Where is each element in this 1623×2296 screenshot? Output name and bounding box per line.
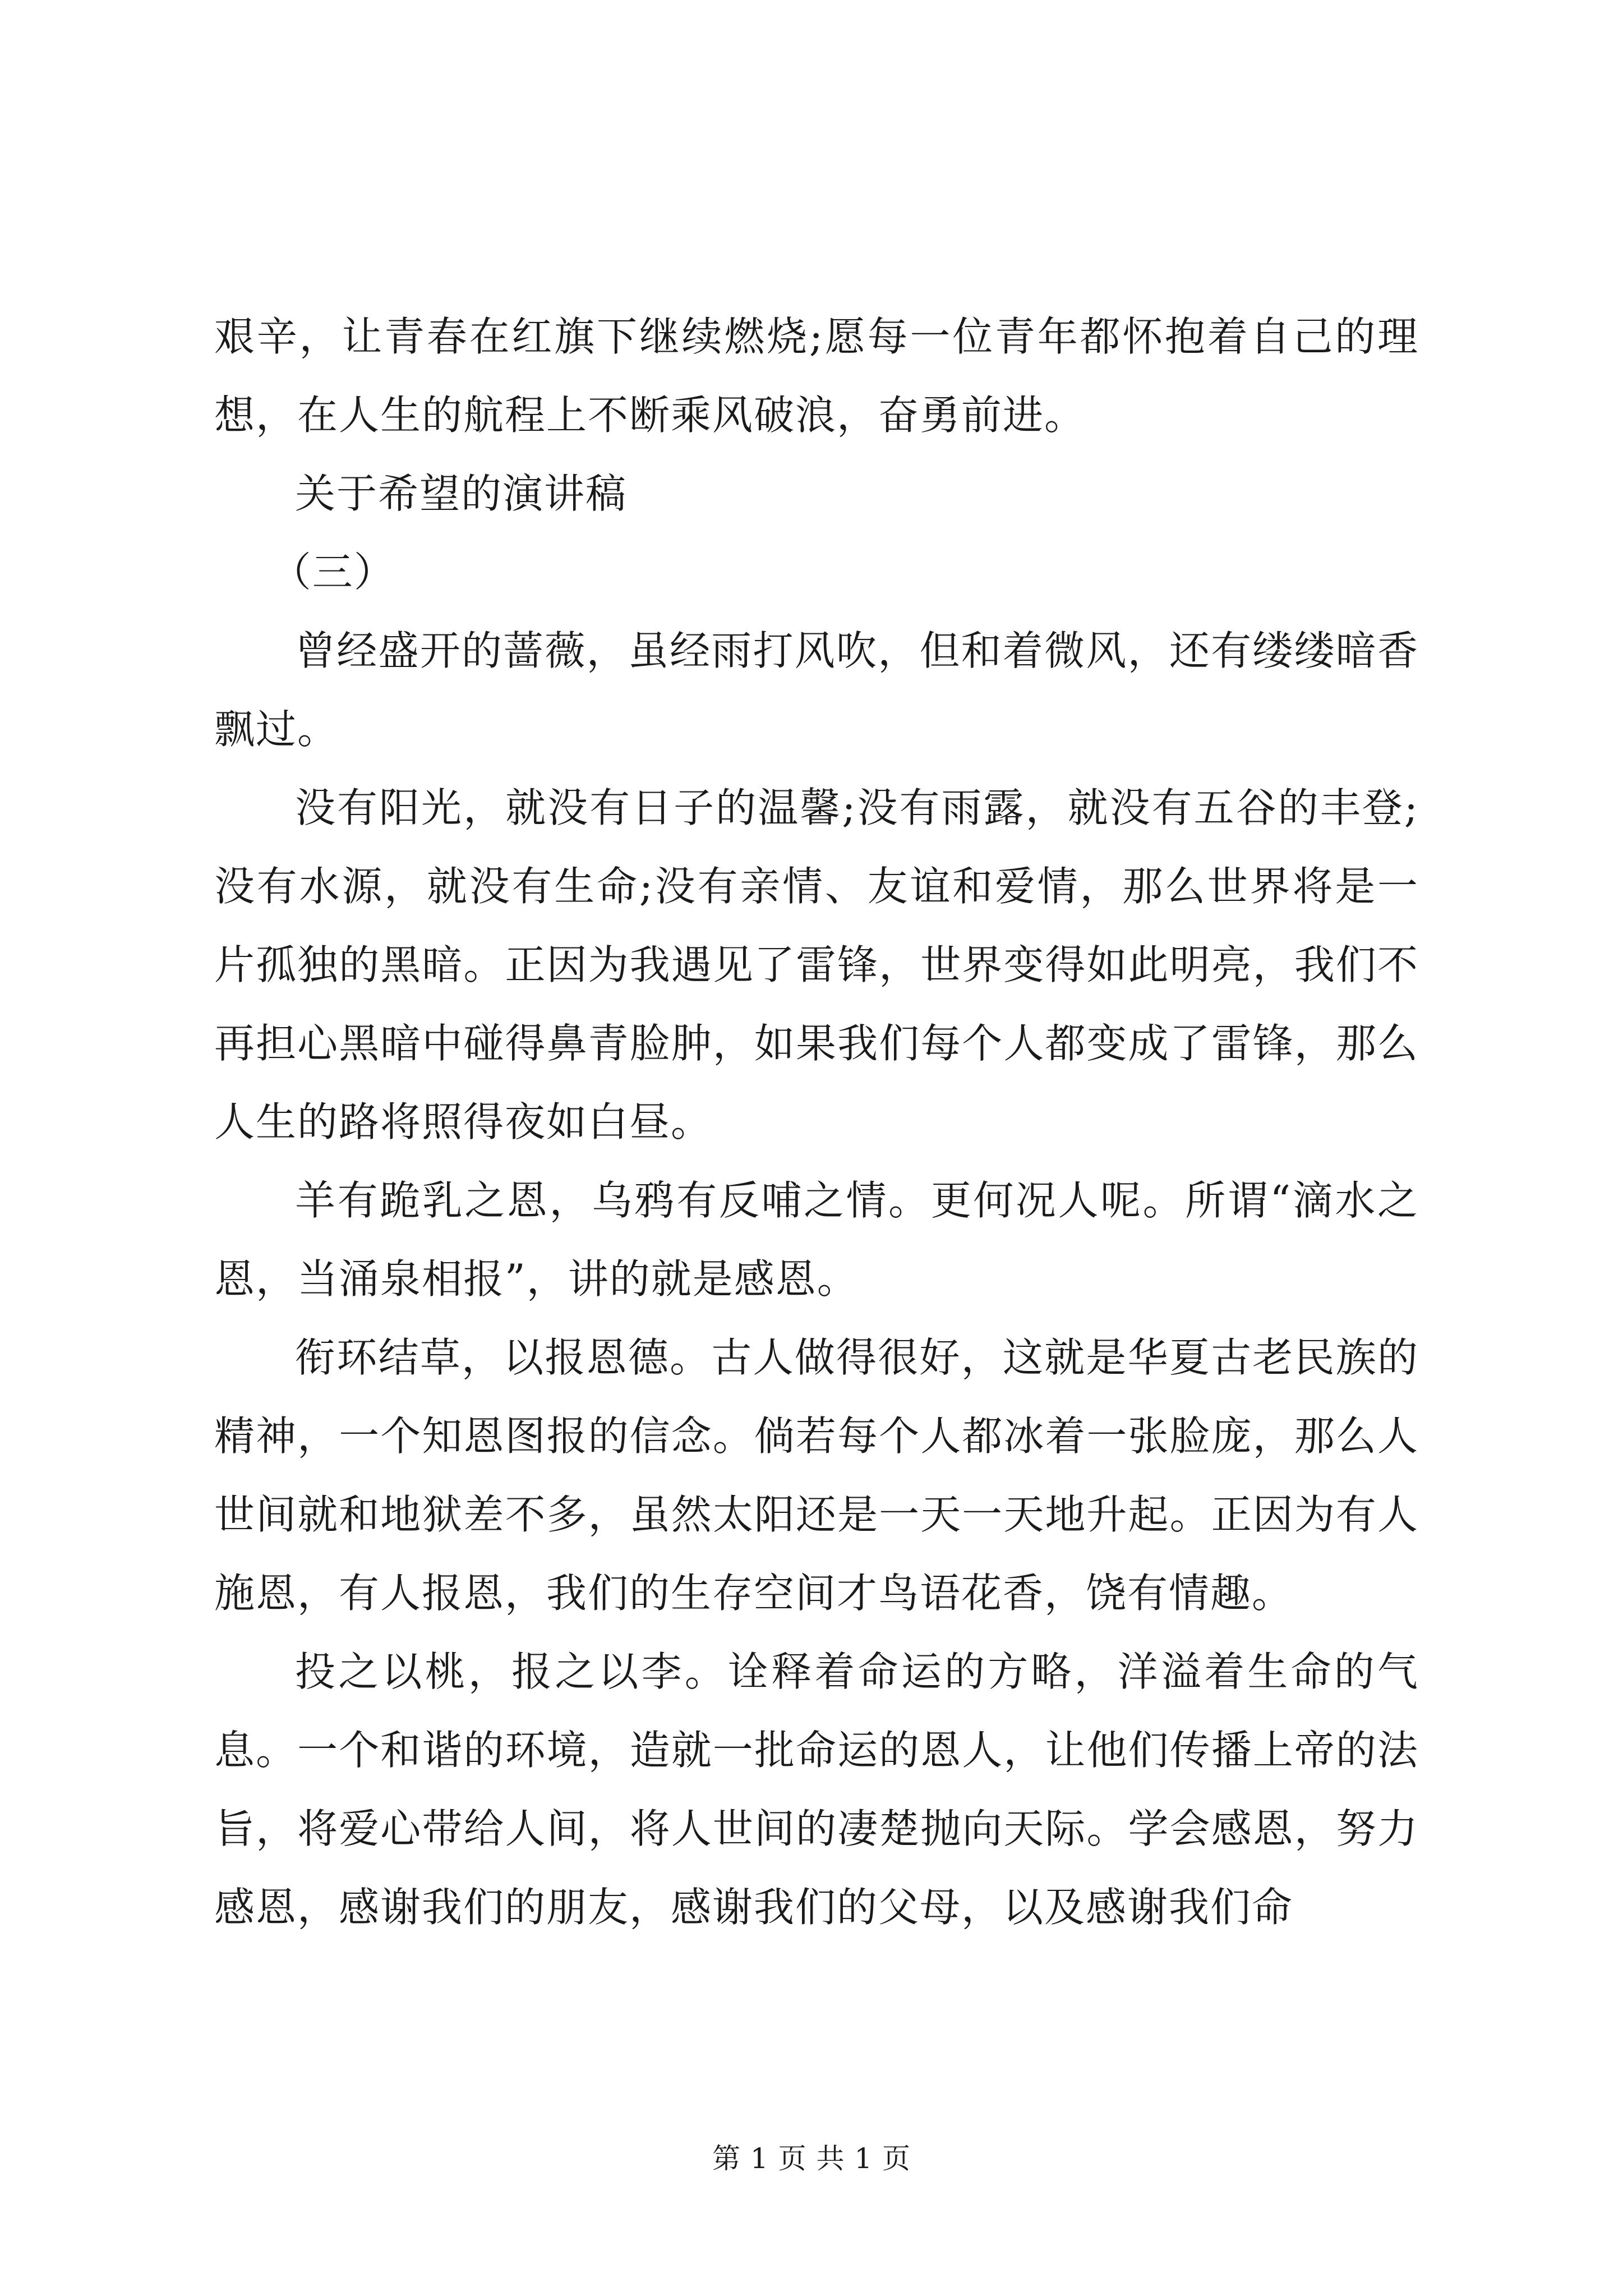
paragraph: 没有阳光，就没有日子的温馨;没有雨露，就没有五谷的丰登;没有水源，就没有生命;没有亲情、友谊和爱情，那么世界将是一片孤独的黑暗。正因为我遇见了雷锋，世界变得如此明亮，我们不再担心黑暗中碰得鼻青脸肿，如果我们每个人都变成了雷锋，那么人生的路将照得夜如白昼。 bbox=[214, 784, 1419, 1145]
document-body bbox=[214, 297, 1419, 1947]
paragraph: 投之以桃，报之以李。诠释着命运的方略，洋溢着生命的气息。一个和谐的环境，造就一批命运的恩人，让他们传播上帝的法旨，将爱心带给人间，将人世间的凄楚抛向天际。学会感恩，努力感恩，感谢我们的朋友，感谢我们的父母，以及感谢我们命 bbox=[214, 1648, 1419, 1931]
paragraph: 曾经盛开的蔷薇，虽经雨打风吹，但和着微风，还有缕缕暗香飘过。 bbox=[214, 627, 1419, 753]
speech-title: 关于希望的演讲稿 bbox=[295, 470, 628, 517]
paragraph: 羊有跪乳之恩，乌鸦有反哺之情。更何况人呢。所谓“滴水之恩，当涌泉相报”，讲的就是感恩。 bbox=[214, 1177, 1419, 1303]
paragraph-continuation: 艰辛，让青春在红旗下继续燃烧;愿每一位青年都怀抱着自己的理想，在人生的航程上不断乘风破浪，奋勇前进。 bbox=[214, 313, 1419, 439]
paragraph: 衔环结草，以报恩德。古人做得很好，这就是华夏古老民族的精神，一个知恩图报的信念。倘若每个人都冰着一张脸庞，那么人世间就和地狱差不多，虽然太阳还是一天一天地升起。正因为有人施恩，有人报恩，我们的生存空间才鸟语花香，饶有情趣。 bbox=[214, 1334, 1419, 1617]
section-number: （三） bbox=[270, 549, 395, 596]
page-footer: 第 1 页 共 1 页 bbox=[712, 2142, 911, 2175]
